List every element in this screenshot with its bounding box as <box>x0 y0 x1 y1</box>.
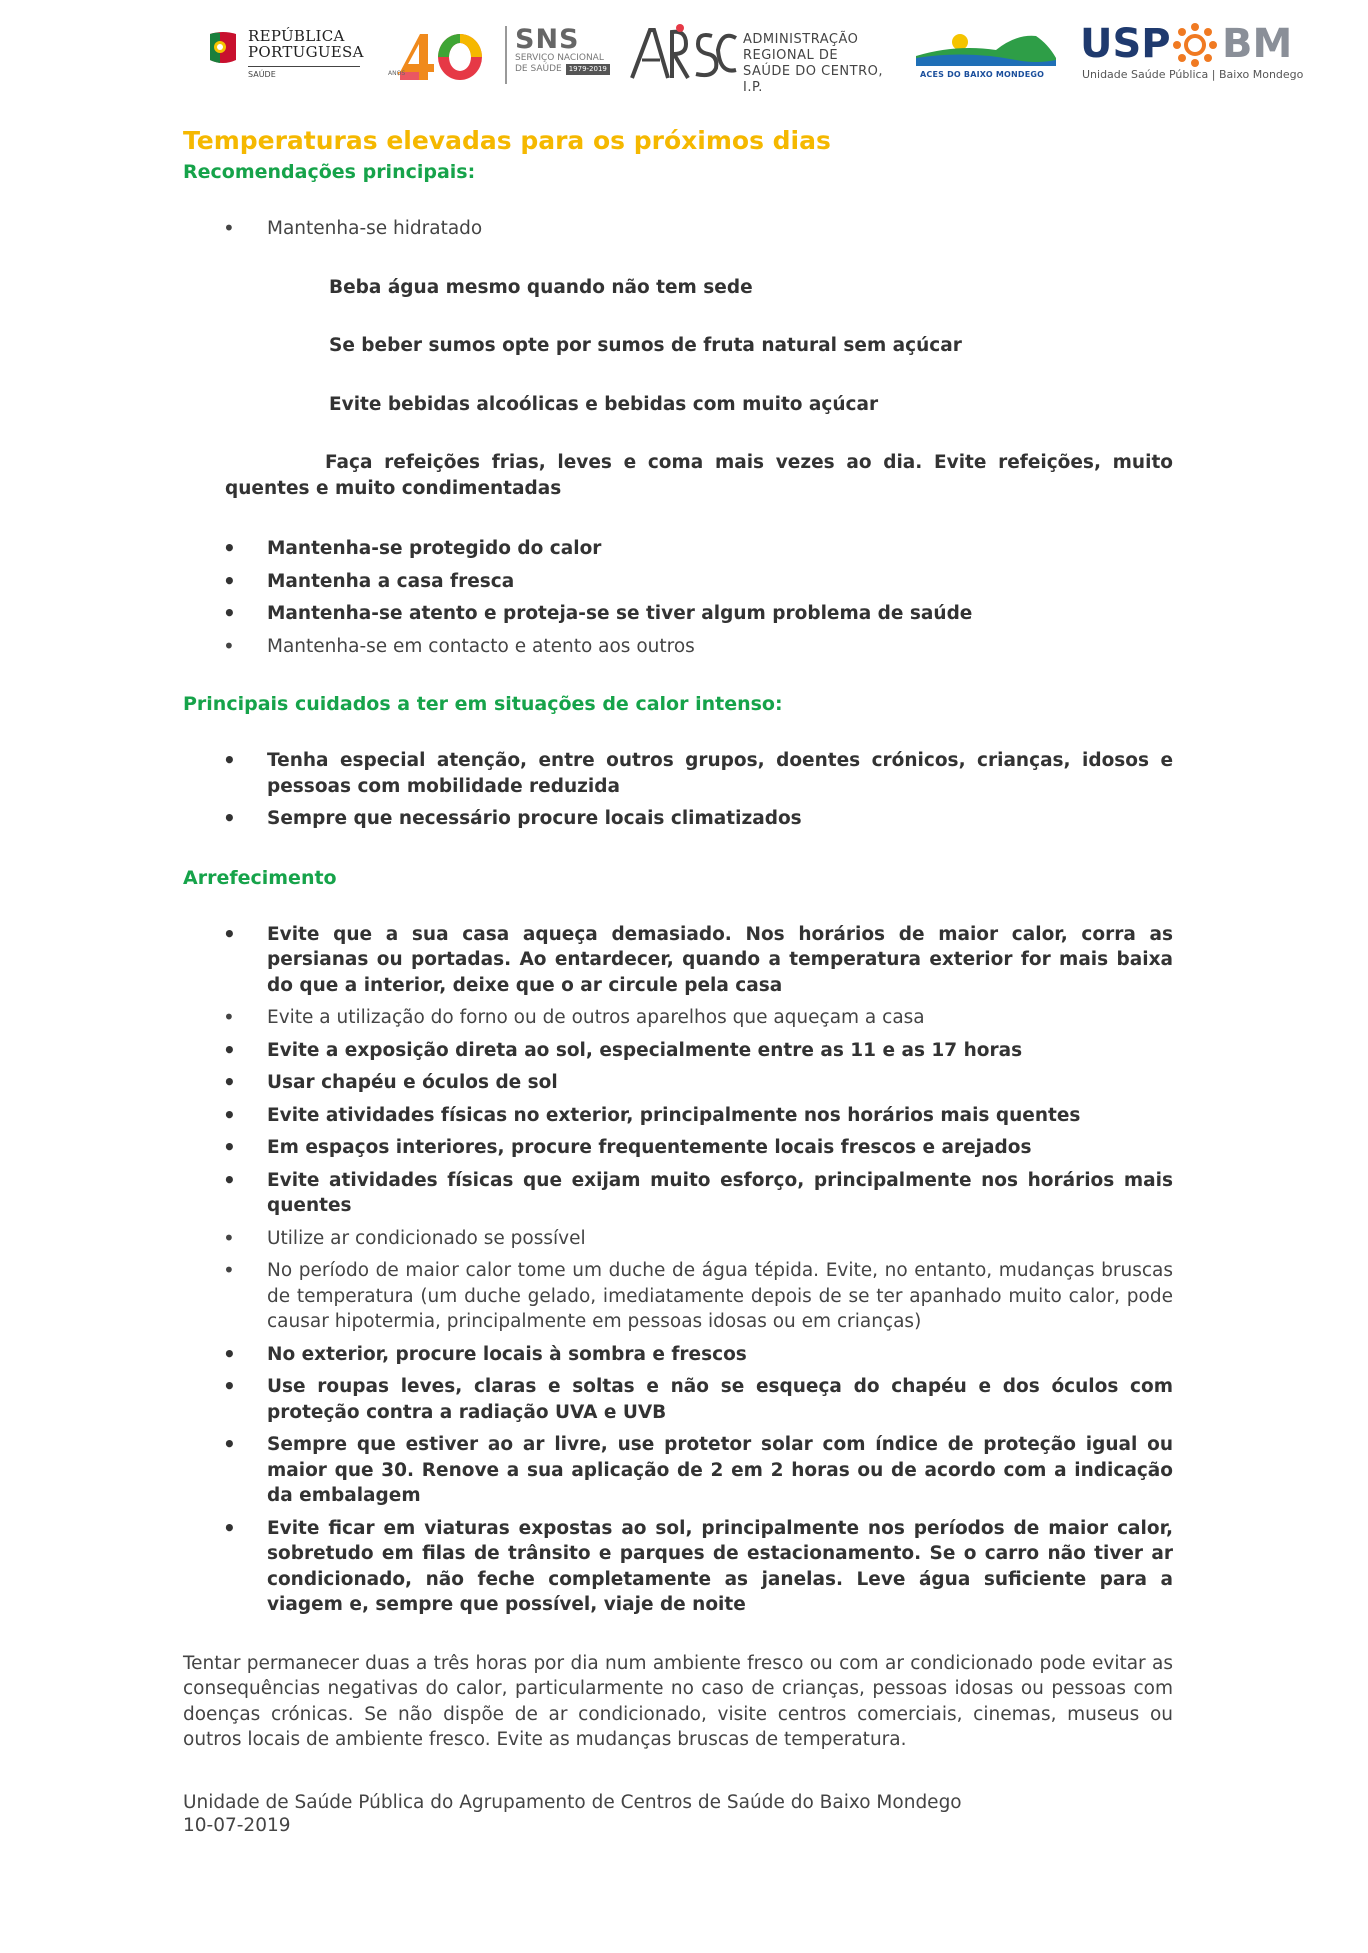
arsc-line3: SAÚDE DO CENTRO, I.P. <box>743 64 883 95</box>
recomendacoes-list <box>183 536 1173 659</box>
arsc-logo <box>628 22 898 95</box>
aces-baixo-mondego-logo <box>916 30 1056 82</box>
usp-word: USP <box>1080 21 1171 67</box>
bm-word: BM <box>1222 21 1293 67</box>
usp-subtitle: Unidade Saúde Pública | Baixo Mondego <box>1082 68 1304 81</box>
sns-line1: SERVIÇO NACIONAL <box>515 53 604 63</box>
anos-label: ANOS <box>388 70 406 77</box>
usp-bm-logo <box>1080 22 1310 84</box>
document-body <box>183 124 1173 1837</box>
sns-logo <box>505 26 615 84</box>
arsc-line2: REGIONAL DE <box>743 48 839 63</box>
list-item: • Mantenha-se atento e proteja-se se tiver algum problema de saúde <box>183 601 1173 627</box>
republica-line1: REPÚBLICA <box>248 27 345 45</box>
republica-line2: PORTUGUESA <box>248 43 364 61</box>
list-item: • Tenha especial atenção, entre outros grupos, doentes crónicos, crianças, idosos e pessoas com mobilidade reduzida <box>183 748 1173 799</box>
republica-sub: SAÚDE <box>248 70 276 79</box>
list-item: • No período de maior calor tome um duche de água tépida. Evite, no entanto, mudanças bruscas de temperatura (um duche gelado, imediatamente depois de se ter apanhado muito calor, pode causar hipotermia, principalmente em pessoas idosas ou em crianças) <box>183 1258 1173 1335</box>
list-item: • Mantenha-se em contacto e atento aos outros <box>183 634 1173 660</box>
list-item: • Evite a exposição direta ao sol, especialmente entre as 11 e as 17 horas <box>183 1038 1173 1064</box>
list-item: • Utilize ar condicionado se possível <box>183 1226 1173 1252</box>
sub-item: Beba água mesmo quando não tem sede <box>329 276 753 298</box>
sub-item: Evite bebidas alcoólicas e bebidas com muito açúcar <box>329 393 879 415</box>
list-item: • Em espaços interiores, procure frequentemente locais frescos e arejados <box>183 1135 1173 1161</box>
republica-portuguesa-logo <box>208 24 368 84</box>
section-heading-arrefecimento: Arrefecimento <box>183 866 337 889</box>
aces-label: ACES DO BAIXO MONDEGO <box>920 70 1045 79</box>
document-footer <box>183 1791 1173 1837</box>
sns-acronym: SNS <box>515 24 580 55</box>
sns-line2: DE SAÚDE <box>515 64 562 74</box>
list-item: • Sempre que necessário procure locais climatizados <box>183 806 1173 832</box>
closing-paragraph: Tentar permanecer duas a três horas por dia num ambiente fresco ou com ar condicionado pode evitar as consequências negativas do calor, particularmente no caso de crianças, pessoas idosas ou pessoas com doenças crónicas. Se não dispõe de ar condicionado, visite centros comerciais, cinemas, museus ou outros locais de ambiente fresco. Evite as mudanças bruscas de temperatura. <box>183 1652 1173 1750</box>
recomendacoes-first-list <box>183 216 1173 242</box>
list-item: • Evite a utilização do forno ou de outros aparelhos que aqueçam a casa <box>183 1005 1173 1031</box>
footer-date: 10-07-2019 <box>183 1814 291 1836</box>
portuguese-flag-icon <box>208 30 238 68</box>
list-item: • Mantenha-se protegido do calor <box>183 536 1173 562</box>
list-item: • Evite atividades físicas no exterior, principalmente nos horários mais quentes <box>183 1103 1173 1129</box>
list-item: • No exterior, procure locais à sombra e frescos <box>183 1342 1173 1368</box>
cuidados-list <box>183 748 1173 832</box>
list-item: • Mantenha a casa fresca <box>183 569 1173 595</box>
list-item: • Evite que a sua casa aqueça demasiado. Nos horários de maior calor, corra as persianas ou portadas. Ao entardecer, quando a temperatura exterior for mais baixa do que a interior, deixe que o ar circule pela casa <box>183 922 1173 999</box>
arsc-line1: ADMINISTRAÇÃO <box>743 32 859 47</box>
list-item: • Use roupas leves, claras e soltas e não se esqueça do chapéu e dos óculos com proteção contra a radiação UVA e UVB <box>183 1374 1173 1425</box>
sns-years: 1979-2019 <box>566 64 610 75</box>
usp-sun-icon <box>1172 22 1218 68</box>
aces-landscape-icon <box>916 30 1056 70</box>
list-item: • Sempre que estiver ao ar livre, use protetor solar com índice de proteção igual ou maior que 30. Renove a sua aplicação de 2 em 2 horas ou de acordo com a indicação da embalagem <box>183 1432 1173 1509</box>
footer-organization: Unidade de Saúde Pública do Agrupamento de Centros de Saúde do Baixo Mondego <box>183 1791 962 1813</box>
anos-40-logo <box>388 28 488 83</box>
section-heading-recomendacoes: Recomendações principais: <box>183 161 476 183</box>
list-item: • Evite ficar em viaturas expostas ao sol, principalmente nos períodos de maior calor, sobretudo em filas de trânsito e parques de estacionamento. Se o carro não tiver ar condicionado, não feche completamente as janelas. Leve água suficiente para a viagem e, sempre que possível, viaje de noite <box>183 1516 1173 1618</box>
list-item: • Usar chapéu e óculos de sol <box>183 1070 1173 1096</box>
arsc-mark-icon <box>628 22 738 82</box>
sub-item: Se beber sumos opte por sumos de fruta natural sem açúcar <box>329 335 962 356</box>
arrefecimento-list <box>183 922 1173 1618</box>
list-item: • Evite atividades físicas que exijam muito esforço, principalmente nos horários mais quentes <box>183 1168 1173 1219</box>
list-item: • Mantenha-se hidratado <box>183 216 1173 242</box>
logo-header <box>0 0 1368 95</box>
page-title: Temperaturas elevadas para os próximos dias <box>183 126 831 155</box>
meals-paragraph: Faça refeições frias, leves e coma mais vezes ao dia. Evite refeições, muito quentes e muito condimentadas <box>225 452 1173 499</box>
section-heading-cuidados: Principais cuidados a ter em situações de calor intenso: <box>183 693 783 715</box>
